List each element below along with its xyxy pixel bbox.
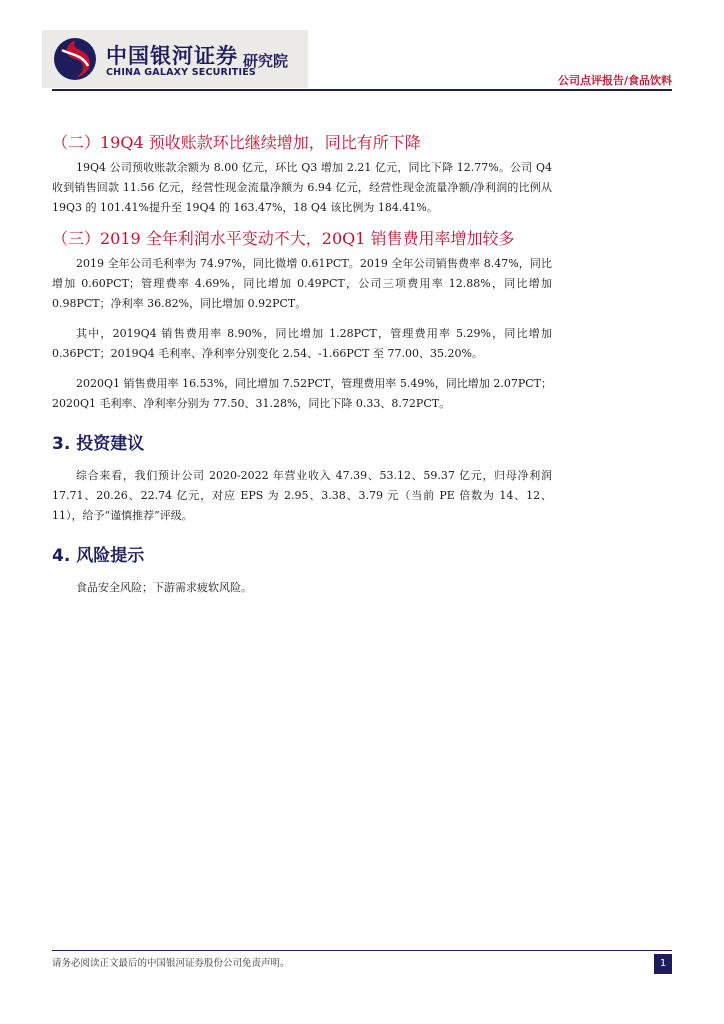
header-divider: [52, 89, 672, 91]
section-heading-risk: 4. 风险提示: [52, 546, 145, 566]
subsection-paragraph: 2019 全年公司毛利率为 74.97%，同比微增 0.61PCT。2019 全年公司销售费率 8.47%，同比增加 0.60PCT；管理费率 4.69%，同比增加 0.49PCT，公司三项费用率 12.88%，同比增加 0.98PCT；净利率 36.82%，同比增加 0.92PCT。: [52, 257, 552, 310]
section-paragraph: 食品安全风险；下游需求疲软风险。: [76, 581, 252, 594]
section-paragraph: 综合来看，我们预计公司 2020-2022 年营业收入 47.39、53.12、59.37 亿元，归母净利润 17.71、20.26、22.74 亿元，对应 EPS 为 2.95、3.38、3.79 元（当前 PE 倍数为 14、12、11），给予“谨慎推荐”评级。: [52, 469, 552, 522]
subsection-heading-2: （二）19Q4 预收账款环比继续增加，同比有所下降: [52, 133, 421, 152]
brand-logo: [42, 30, 308, 88]
logo-english-name: CHINA GALAXY SECURITIES: [106, 67, 256, 78]
footer-disclaimer: 请务必阅读正文最后的中国银河证券股份公司免责声明。: [52, 958, 290, 969]
footer-divider: [52, 950, 672, 951]
subsection-heading-3: （三）2019 全年利润水平变动不大，20Q1 销售费用率增加较多: [52, 229, 515, 248]
section-heading-investment: 3. 投资建议: [52, 434, 145, 454]
report-type-label: 公司点评报告/食品饮料: [557, 74, 672, 87]
subsection-paragraph: 其中，2019Q4 销售费用率 8.90%，同比增加 1.28PCT，管理费用率 5.29%，同比增加 0.36PCT；2019Q4 毛利率、净利率分别变化 2.54、-1.66PCT 至 77.00、35.20%。: [52, 327, 552, 360]
subsection-paragraph: 19Q4 公司预收账款余额为 8.00 亿元，环比 Q3 增加 2.21 亿元，同比下降 12.77%。公司 Q4 收到销售回款 11.56 亿元，经营性现金流量净额为 6.94 亿元，经营性现金流量净额/净利润的比例从 19Q3 的 101.41%提升至 19Q4 的 163.47%，18 Q4 该比例为 184.41%。: [52, 161, 552, 214]
logo-chinese-name: 中国银河证券: [106, 44, 238, 68]
subsection-paragraph: 2020Q1 销售费用率 16.53%，同比增加 7.52PCT，管理费用率 5.49%，同比增加 2.07PCT；2020Q1 毛利率、净利率分别为 77.50、31.28%，同比下降 0.33、8.72PCT。: [52, 377, 552, 410]
galaxy-logo-icon: [52, 36, 98, 82]
logo-institute: 研究院: [243, 52, 289, 70]
page-header: [0, 0, 724, 92]
page-number: 1: [654, 954, 672, 974]
report-body: [52, 132, 672, 608]
